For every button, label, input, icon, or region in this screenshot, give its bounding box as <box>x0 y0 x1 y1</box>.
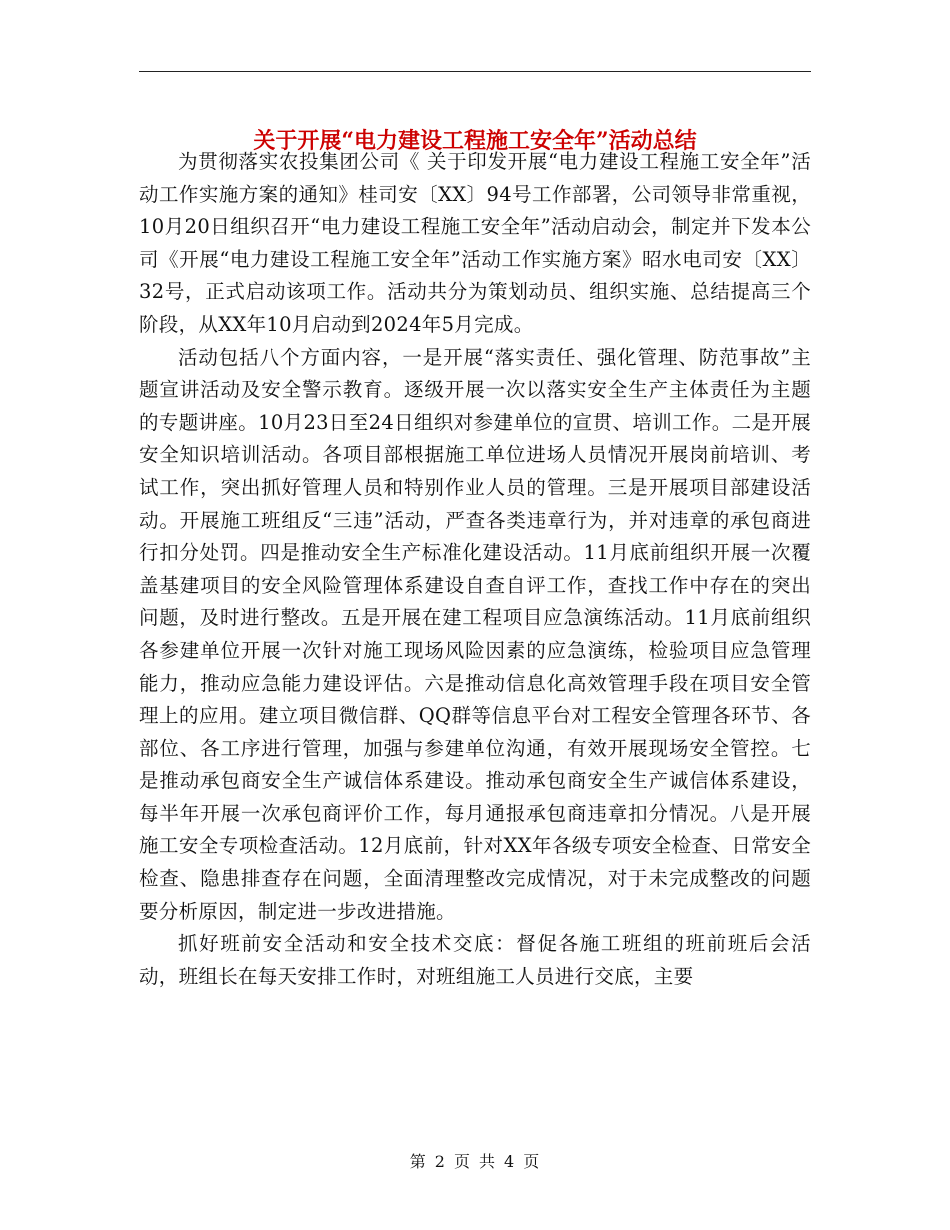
document-body <box>139 146 811 993</box>
paragraph-2: 活动包括八个方面内容，一是开展“落实责任、强化管理、防范事故”主题宣讲活动及安全警示教育。逐级开展一次以落实安全生产主体责任为主题的专题讲座。10月23日至24日组织对参建单位的宣贯、培训工作。二是开展安全知识培训活动。各项目部根据施工单位进场人员情况开展岗前培训、考试工作，突出抓好管理人员和特别作业人员的管理。三是开展项目部建设活动。开展施工班组反“三违”活动，严查各类违章行为，并对违章的承包商进行扣分处罚。四是推动安全生产标准化建设活动。11月底前组织开展一次覆盖基建项目的安全风险管理体系建设自查自评工作，查找工作中存在的突出问题，及时进行整改。五是开展在建工程项目应急演练活动。11月底前组织各参建单位开展一次针对施工现场风险因素的应急演练，检验项目应急管理能力，推动应急能力建设评估。六是推动信息化高效管理手段在项目安全管理上的应用。建立项目微信群、QQ群等信息平台对工程安全管理各环节、各部位、各工序进行管理，加强与参建单位沟通，有效开展现场安全管控。七是推动承包商安全生产诚信体系建设。推动承包商安全生产诚信体系建设，每半年开展一次承包商评价工作，每月通报承包商违章扣分情况。八是开展施工安全专项检查活动。12月底前，针对XX年各级专项安全检查、日常安全检查、隐患排查存在问题，全面清理整改完成情况，对于未完成整改的问题要分析原因，制定进一步改进措施。 <box>139 345 811 923</box>
footer-label-ye: 页 <box>453 1152 471 1171</box>
footer-total-pages: 4 <box>504 1152 516 1171</box>
footer-label-di: 第 <box>409 1152 427 1171</box>
footer-current-page: 2 <box>434 1152 446 1171</box>
footer-label-ye-end: 页 <box>523 1152 541 1171</box>
paragraph-1: 为贯彻落实农投集团公司《 关于印发开展“电力建设工程施工安全年”活动工作实施方案的通知》桂司安〔XX〕94号工作部署，公司领导非常重视，10月20日组织召开“电力建设工程施工安全年”活动启动会，制定并下发本公司《开展“电力建设工程施工安全年”活动工作实施方案》昭水电司安〔XX〕32号，正式启动该项工作。活动共分为策划动员、组织实施、总结提高三个阶段，从XX年10月启动到2024年5月完成。 <box>139 150 811 336</box>
page-footer <box>139 1150 811 1174</box>
header-rule <box>139 71 811 72</box>
paragraph-3: 抓好班前安全活动和安全技术交底：督促各施工班组的班前班后会活动，班组长在每天安排工作时，对班组施工人员进行交底，主要 <box>139 932 811 988</box>
document-title: 关于开展“电力建设工程施工安全年”活动总结 <box>253 127 697 154</box>
footer-label-gong: 共 <box>479 1152 497 1171</box>
